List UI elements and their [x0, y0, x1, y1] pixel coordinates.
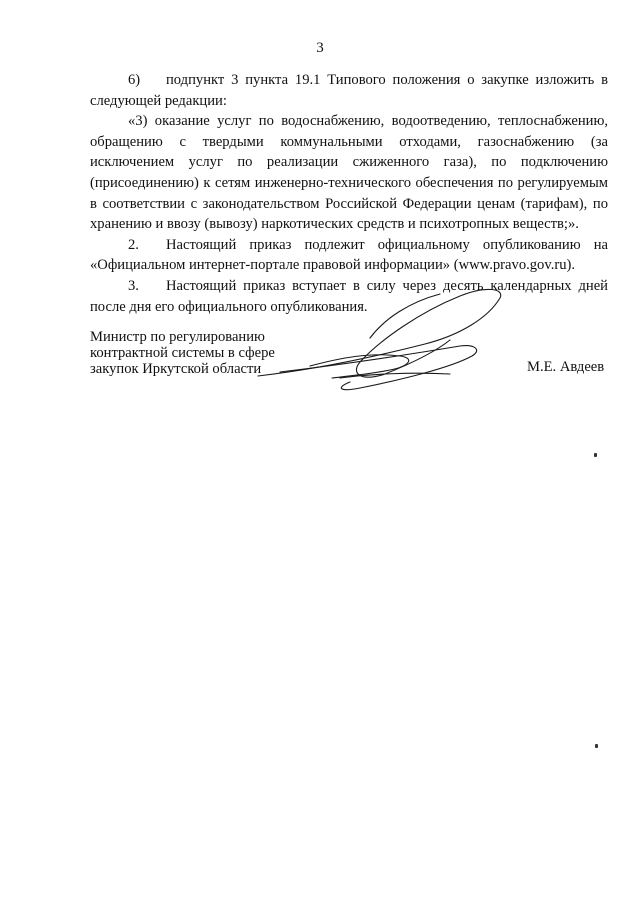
page-number: 3: [316, 40, 324, 56]
signatory-title-line: Министр по регулированию: [90, 329, 265, 345]
paragraph-text: Настоящий приказ вступает в силу через десять календарных дней после дня его официального опубликования.: [90, 277, 608, 315]
scan-mark: [594, 453, 597, 457]
item-number: 2.: [128, 236, 139, 253]
paragraph-text: подпункт 3 пункта 19.1 Типового положения о закупке изложить в следующей редакции:: [90, 72, 608, 109]
paragraph-item-2: [90, 235, 608, 276]
signatory-title-line: контрактной системы в сфере: [90, 345, 275, 361]
signatory-name: М.Е. Авдеев: [527, 359, 605, 375]
item-number: 6): [128, 72, 141, 88]
scan-mark: [595, 744, 598, 748]
item-number: 3.: [128, 277, 139, 294]
signatory-title-line: закупок Иркутской области: [90, 361, 262, 377]
paragraph-text: Настоящий приказ подлежит официальному опубликованию на «Официальном интернет-портале правовой информации» (www.pravo.gov.ru).: [90, 236, 608, 274]
quoted-amendment: «3) оказание услуг по водоснабжению, водоотведению, теплоснабжению, обращению с твердыми коммунальными отходами, газоснабжению (за исключением услуг по реализации сжиженного газа), по подключению (присоединению) к сетям инженерно-технического обеспечения по регулируемым в соответствии с законодательством Российской Федерации ценам (тарифам), по хранению и ввозу (вывозу) наркотических средств и психотропных веществ;».: [90, 113, 608, 233]
handwritten-signature: [250, 278, 510, 408]
paragraph-item-6: [90, 70, 608, 111]
